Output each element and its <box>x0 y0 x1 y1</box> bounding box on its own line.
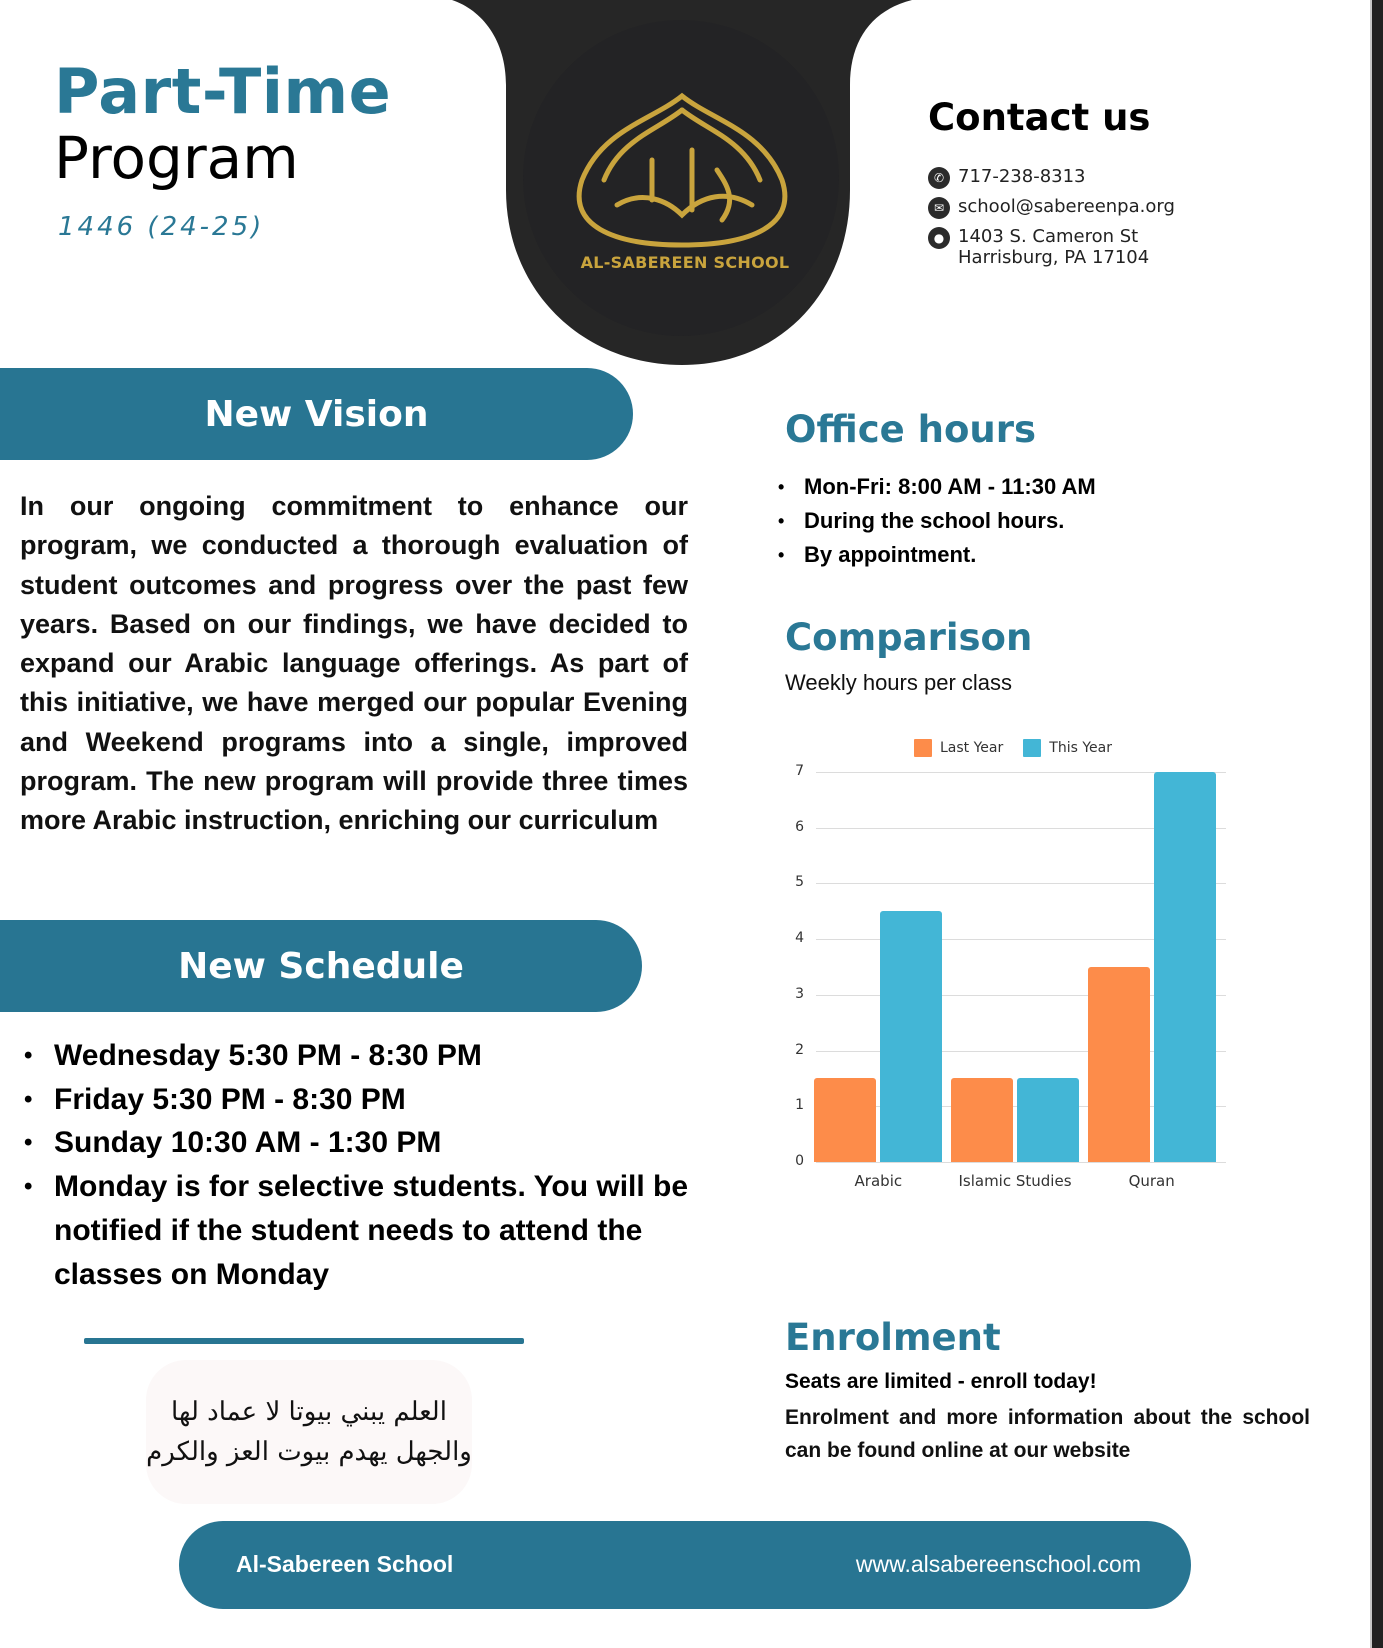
y-axis-tick: 3 <box>795 985 804 1002</box>
chart-legend <box>914 739 1132 757</box>
page-edge-border <box>1370 0 1383 1648</box>
enrolment-subtitle: Seats are limited - enroll today! <box>785 1370 1097 1393</box>
x-axis-label: Islamic Studies <box>958 1172 1072 1190</box>
office-hours-list <box>778 470 1096 572</box>
chart-bar <box>1017 1078 1079 1162</box>
y-axis-tick: 0 <box>795 1153 804 1169</box>
footer-website-link[interactable]: www.alsabereenschool.com <box>855 1551 1141 1577</box>
schedule-item: • Wednesday 5:30 PM - 8:30 PM <box>22 1034 694 1078</box>
y-axis-tick: 6 <box>795 818 804 835</box>
schedule-item: • Monday is for selective students. You will be notified if the student needs to attend the classes on Monday <box>22 1165 694 1296</box>
y-axis-tick: 5 <box>795 874 804 891</box>
phone-number: 717-238-8313 <box>958 166 1086 187</box>
address-line-1: 1403 S. Cameron St <box>958 226 1139 247</box>
contact-email[interactable] <box>928 196 1175 219</box>
y-axis-tick: 7 <box>795 763 804 779</box>
chart-gridline <box>816 1162 1226 1163</box>
chart-bar <box>1088 967 1150 1162</box>
arabic-quote-box <box>146 1360 472 1504</box>
footer-bar <box>179 1521 1191 1609</box>
address-line-2: Harrisburg, PA 17104 <box>958 247 1150 268</box>
academic-year: 1446 (24-25) <box>58 212 265 242</box>
contact-phone[interactable] <box>928 166 1086 189</box>
footer-school-name: Al-Sabereen School <box>236 1551 454 1577</box>
schedule-item: • Sunday 10:30 AM - 1:30 PM <box>22 1121 694 1165</box>
quote-line-2: والجهل يهدم بيوت العز والكرم <box>146 1437 472 1467</box>
title-part-time: Part-Time <box>54 55 392 128</box>
title-program: Program <box>54 124 299 192</box>
contact-title: Contact us <box>928 96 1151 139</box>
office-hours-item: • By appointment. <box>778 538 1096 572</box>
new-vision-title: New Vision <box>204 393 429 435</box>
legend-this-year: This Year <box>1023 739 1112 757</box>
phone-icon: ✆ <box>928 167 950 189</box>
comparison-subtitle: Weekly hours per class <box>785 670 1013 695</box>
office-hours-item: • Mon-Fri: 8:00 AM - 11:30 AM <box>778 470 1096 504</box>
chart-bar <box>814 1078 876 1162</box>
comparison-bar-chart <box>780 730 1240 1210</box>
comparison-title: Comparison <box>785 616 1033 659</box>
x-axis-label: Arabic <box>854 1172 903 1190</box>
quote-line-1: العلم يبني بيوتا لا عماد لها <box>171 1397 447 1427</box>
chart-bar <box>880 911 942 1162</box>
chart-bar <box>951 1078 1013 1162</box>
contact-address <box>928 226 1149 268</box>
vision-paragraph: In our ongoing commitment to enhance our program, we conducted a thorough evaluation of student outcomes and progress over the past few years. Based on our findings, we have decided to expand our Arabic language offerings. As part of this initiative, we have merged our popular Evening and Weekend programs into a single, improved program. The new program will provide three times more Arabic instruction, enriching our curriculum <box>20 491 688 836</box>
legend-swatch-orange <box>914 739 932 757</box>
email-icon: ✉ <box>928 197 950 219</box>
chart-plot-area <box>795 763 1226 1190</box>
logo-school-name: AL-SABEREEN SCHOOL <box>580 253 790 272</box>
schedule-item: • Friday 5:30 PM - 8:30 PM <box>22 1078 694 1122</box>
legend-last-year: Last Year <box>914 739 1003 757</box>
section-header-new-schedule <box>0 920 642 1012</box>
y-axis-tick: 4 <box>795 930 804 947</box>
chart-bar <box>1154 772 1216 1162</box>
section-header-new-vision <box>0 368 633 460</box>
school-logo-badge <box>452 0 912 367</box>
section-divider <box>84 1338 524 1344</box>
new-schedule-title: New Schedule <box>178 945 464 987</box>
office-hours-title: Office hours <box>785 408 1036 451</box>
y-axis-tick: 1 <box>795 1097 804 1114</box>
office-hours-item: • During the school hours. <box>778 504 1096 538</box>
y-axis-tick: 2 <box>795 1041 804 1058</box>
location-pin-icon: ● <box>928 227 950 249</box>
enrolment-title: Enrolment <box>785 1316 1001 1359</box>
x-axis-label: Quran <box>1128 1172 1175 1190</box>
email-address: school@sabereenpa.org <box>958 196 1175 217</box>
legend-swatch-blue <box>1023 739 1041 757</box>
enrolment-body: Enrolment and more information about the school can be found online at our website <box>785 1406 1310 1462</box>
schedule-list <box>22 1034 694 1296</box>
